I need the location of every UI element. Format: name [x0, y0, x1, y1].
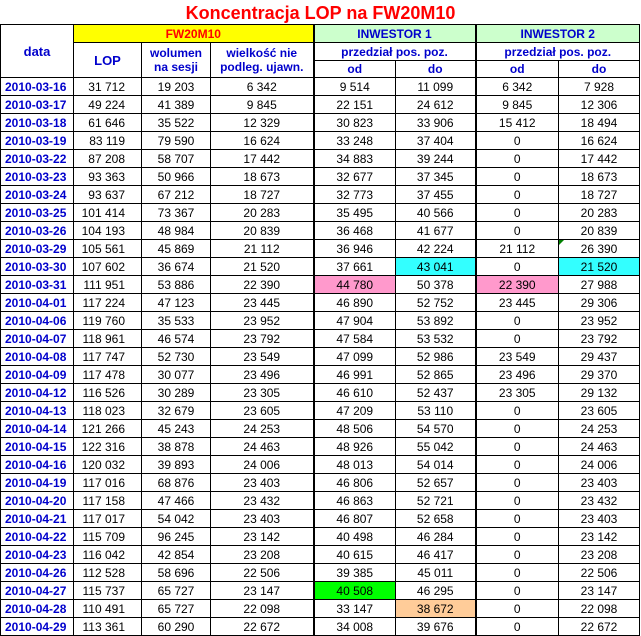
- cell-lop: 115 709: [74, 528, 142, 546]
- cell-unreported: 23 403: [211, 510, 314, 528]
- cell-investor-1-from: 47 099: [314, 348, 396, 366]
- cell-investor-2-from: 23 496: [476, 366, 559, 384]
- cell-lop: 116 042: [74, 546, 142, 564]
- cell-lop: 31 712: [74, 78, 142, 96]
- cell-date: 2010-04-12: [1, 384, 74, 402]
- cell-unreported: 23 496: [211, 366, 314, 384]
- table-row: [1, 474, 640, 492]
- cell-volume: 54 042: [142, 510, 211, 528]
- table-row: [1, 276, 640, 294]
- cell-unreported: 24 253: [211, 420, 314, 438]
- cell-lop: 122 316: [74, 438, 142, 456]
- cell-investor-2-to: 24 253: [559, 420, 640, 438]
- cell-unreported: 23 445: [211, 294, 314, 312]
- cell-investor-2-to: 7 928: [559, 78, 640, 96]
- cell-investor-1-from: 47 584: [314, 330, 396, 348]
- cell-date: 2010-03-25: [1, 204, 74, 222]
- cell-investor-2-from: 0: [476, 438, 559, 456]
- cell-volume: 45 243: [142, 420, 211, 438]
- cell-date: 2010-04-13: [1, 402, 74, 420]
- header-unreported: wielkość nie podleg. ujawn.: [211, 43, 314, 78]
- cell-investor-2-to: 22 672: [559, 618, 640, 636]
- cell-investor-1-from: 30 823: [314, 114, 396, 132]
- table-row: [1, 420, 640, 438]
- cell-lop: 87 208: [74, 150, 142, 168]
- cell-investor-1-from: 44 780: [314, 276, 396, 294]
- cell-investor-2-from: 21 112: [476, 240, 559, 258]
- cell-investor-2-from: 23 305: [476, 384, 559, 402]
- header-i2-to: do: [559, 61, 640, 78]
- cell-unreported: 22 672: [211, 618, 314, 636]
- cell-investor-1-from: 9 514: [314, 78, 396, 96]
- cell-investor-2-to: 23 403: [559, 474, 640, 492]
- cell-investor-1-from: 46 991: [314, 366, 396, 384]
- cell-investor-2-to: 29 437: [559, 348, 640, 366]
- cell-lop: 107 602: [74, 258, 142, 276]
- cell-investor-1-to: 39 244: [396, 150, 476, 168]
- cell-investor-1-to: 37 455: [396, 186, 476, 204]
- cell-investor-1-to: 24 612: [396, 96, 476, 114]
- cell-lop: 110 491: [74, 600, 142, 618]
- cell-lop: 101 414: [74, 204, 142, 222]
- cell-date: 2010-03-26: [1, 222, 74, 240]
- cell-investor-1-to: 54 014: [396, 456, 476, 474]
- cell-unreported: 22 098: [211, 600, 314, 618]
- table-row: [1, 492, 640, 510]
- cell-investor-1-from: 40 615: [314, 546, 396, 564]
- cell-volume: 58 696: [142, 564, 211, 582]
- cell-date: 2010-03-23: [1, 168, 74, 186]
- cell-investor-2-from: 0: [476, 222, 559, 240]
- cell-lop: 118 023: [74, 402, 142, 420]
- cell-investor-1-to: 52 437: [396, 384, 476, 402]
- table-row: [1, 510, 640, 528]
- table-row: [1, 312, 640, 330]
- table-body: [1, 78, 640, 636]
- cell-volume: 36 674: [142, 258, 211, 276]
- cell-investor-1-to: 50 378: [396, 276, 476, 294]
- cell-investor-2-from: 0: [476, 330, 559, 348]
- cell-investor-2-from: 0: [476, 600, 559, 618]
- table-row: [1, 618, 640, 636]
- cell-unreported: 23 208: [211, 546, 314, 564]
- header-date: data: [1, 25, 74, 78]
- cell-unreported: 17 442: [211, 150, 314, 168]
- cell-investor-1-from: 48 926: [314, 438, 396, 456]
- cell-investor-1-to: 53 532: [396, 330, 476, 348]
- table-row: [1, 240, 640, 258]
- table-row: [1, 132, 640, 150]
- table-row: [1, 204, 640, 222]
- cell-unreported: 23 792: [211, 330, 314, 348]
- cell-investor-1-to: 42 224: [396, 240, 476, 258]
- cell-investor-1-to: 33 906: [396, 114, 476, 132]
- cell-investor-1-to: 39 676: [396, 618, 476, 636]
- cell-volume: 45 869: [142, 240, 211, 258]
- cell-investor-2-from: 23 445: [476, 294, 559, 312]
- cell-investor-1-to: 45 011: [396, 564, 476, 582]
- cell-investor-2-from: 0: [476, 474, 559, 492]
- cell-lop: 61 646: [74, 114, 142, 132]
- cell-lop: 105 561: [74, 240, 142, 258]
- cell-investor-1-from: 40 498: [314, 528, 396, 546]
- cell-volume: 67 212: [142, 186, 211, 204]
- cell-investor-1-to: 52 657: [396, 474, 476, 492]
- cell-unreported: 23 403: [211, 474, 314, 492]
- cell-unreported: 24 463: [211, 438, 314, 456]
- table-row: [1, 348, 640, 366]
- cell-investor-1-to: 46 417: [396, 546, 476, 564]
- header-i1-from: od: [314, 61, 396, 78]
- cell-lop: 117 158: [74, 492, 142, 510]
- cell-investor-2-from: 0: [476, 618, 559, 636]
- header-lop: LOP: [74, 43, 142, 78]
- cell-unreported: 12 329: [211, 114, 314, 132]
- cell-investor-2-to: 18 673: [559, 168, 640, 186]
- cell-investor-2-to: 23 605: [559, 402, 640, 420]
- cell-volume: 50 966: [142, 168, 211, 186]
- cell-investor-2-from: 15 412: [476, 114, 559, 132]
- cell-investor-2-from: 9 845: [476, 96, 559, 114]
- table-row: [1, 222, 640, 240]
- cell-investor-2-to: 23 792: [559, 330, 640, 348]
- table-row: [1, 384, 640, 402]
- cell-investor-2-to: 29 132: [559, 384, 640, 402]
- header-i1-to: do: [396, 61, 476, 78]
- header-group-investor-1: INWESTOR 1: [314, 25, 476, 43]
- table-row: [1, 168, 640, 186]
- cell-investor-1-to: 55 042: [396, 438, 476, 456]
- cell-investor-2-to: 20 283: [559, 204, 640, 222]
- cell-investor-2-to: 23 403: [559, 510, 640, 528]
- table-row: [1, 186, 640, 204]
- cell-lop: 118 961: [74, 330, 142, 348]
- cell-investor-2-to: 22 098: [559, 600, 640, 618]
- cell-investor-1-to: 52 865: [396, 366, 476, 384]
- cell-investor-1-to: 52 721: [396, 492, 476, 510]
- cell-investor-2-to: 29 370: [559, 366, 640, 384]
- table-row: [1, 456, 640, 474]
- cell-unreported: 6 342: [211, 78, 314, 96]
- cell-volume: 60 290: [142, 618, 211, 636]
- cell-investor-1-to: 46 284: [396, 528, 476, 546]
- cell-investor-1-from: 48 013: [314, 456, 396, 474]
- cell-investor-2-to: 23 147: [559, 582, 640, 600]
- header-group-investor-2: INWESTOR 2: [476, 25, 640, 43]
- header-i2-from: od: [476, 61, 559, 78]
- cell-investor-1-from: 39 385: [314, 564, 396, 582]
- cell-investor-1-to: 11 099: [396, 78, 476, 96]
- cell-lop: 116 526: [74, 384, 142, 402]
- cell-unreported: 20 283: [211, 204, 314, 222]
- cell-date: 2010-03-18: [1, 114, 74, 132]
- cell-investor-1-to: 54 570: [396, 420, 476, 438]
- cell-investor-1-from: 46 890: [314, 294, 396, 312]
- cell-unreported: 21 520: [211, 258, 314, 276]
- cell-investor-2-from: 0: [476, 456, 559, 474]
- table-row: [1, 600, 640, 618]
- table-row: [1, 564, 640, 582]
- cell-investor-1-to: 52 752: [396, 294, 476, 312]
- cell-volume: 65 727: [142, 582, 211, 600]
- cell-date: 2010-04-15: [1, 438, 74, 456]
- cell-investor-1-to: 40 566: [396, 204, 476, 222]
- cell-volume: 73 367: [142, 204, 211, 222]
- cell-lop: 117 224: [74, 294, 142, 312]
- cell-date: 2010-04-16: [1, 456, 74, 474]
- cell-investor-1-from: 33 147: [314, 600, 396, 618]
- table-row: [1, 114, 640, 132]
- cell-date: 2010-04-27: [1, 582, 74, 600]
- cell-unreported: 9 845: [211, 96, 314, 114]
- cell-investor-1-from: 46 806: [314, 474, 396, 492]
- cell-lop: 115 737: [74, 582, 142, 600]
- cell-date: 2010-03-30: [1, 258, 74, 276]
- cell-unreported: 23 147: [211, 582, 314, 600]
- cell-investor-1-to: 38 672: [396, 600, 476, 618]
- cell-investor-1-from: 36 468: [314, 222, 396, 240]
- table-row: [1, 150, 640, 168]
- cell-investor-1-from: 36 946: [314, 240, 396, 258]
- cell-unreported: 18 673: [211, 168, 314, 186]
- cell-lop: 93 637: [74, 186, 142, 204]
- table-row: [1, 78, 640, 96]
- cell-date: 2010-04-14: [1, 420, 74, 438]
- cell-date: 2010-04-20: [1, 492, 74, 510]
- cell-investor-1-from: 47 209: [314, 402, 396, 420]
- cell-unreported: 24 006: [211, 456, 314, 474]
- cell-investor-1-to: 37 404: [396, 132, 476, 150]
- cell-investor-2-to: 12 306: [559, 96, 640, 114]
- cell-unreported: 23 432: [211, 492, 314, 510]
- cell-investor-2-to: 24 006: [559, 456, 640, 474]
- table-row: [1, 528, 640, 546]
- concentration-table: [0, 24, 640, 636]
- cell-volume: 53 886: [142, 276, 211, 294]
- cell-date: 2010-03-22: [1, 150, 74, 168]
- cell-date: 2010-04-06: [1, 312, 74, 330]
- table-row: [1, 402, 640, 420]
- cell-investor-2-to: 21 520: [559, 258, 640, 276]
- cell-investor-2-from: 0: [476, 546, 559, 564]
- cell-investor-2-from: 0: [476, 168, 559, 186]
- sheet-title: Koncentracja LOP na FW20M10: [185, 3, 456, 23]
- table-row: [1, 366, 640, 384]
- table-row: [1, 294, 640, 312]
- cell-volume: 19 203: [142, 78, 211, 96]
- cell-investor-2-from: 0: [476, 564, 559, 582]
- cell-volume: 48 984: [142, 222, 211, 240]
- cell-investor-2-to: 17 442: [559, 150, 640, 168]
- cell-volume: 35 533: [142, 312, 211, 330]
- cell-volume: 42 854: [142, 546, 211, 564]
- cell-date: 2010-03-19: [1, 132, 74, 150]
- cell-date: 2010-04-26: [1, 564, 74, 582]
- cell-date: 2010-03-16: [1, 78, 74, 96]
- cell-lop: 104 193: [74, 222, 142, 240]
- cell-investor-1-to: 43 041: [396, 258, 476, 276]
- cell-investor-1-to: 41 677: [396, 222, 476, 240]
- cell-investor-2-from: 0: [476, 492, 559, 510]
- cell-investor-1-from: 46 807: [314, 510, 396, 528]
- cell-investor-1-from: 46 610: [314, 384, 396, 402]
- cell-lop: 113 361: [74, 618, 142, 636]
- cell-investor-1-to: 53 110: [396, 402, 476, 420]
- cell-date: 2010-04-08: [1, 348, 74, 366]
- cell-volume: 32 679: [142, 402, 211, 420]
- cell-date: 2010-03-29: [1, 240, 74, 258]
- cell-date: 2010-04-09: [1, 366, 74, 384]
- cell-volume: 38 878: [142, 438, 211, 456]
- cell-volume: 39 893: [142, 456, 211, 474]
- cell-investor-1-to: 53 892: [396, 312, 476, 330]
- cell-unreported: 23 605: [211, 402, 314, 420]
- cell-lop: 117 478: [74, 366, 142, 384]
- cell-investor-2-to: 23 952: [559, 312, 640, 330]
- cell-investor-2-to: 23 208: [559, 546, 640, 564]
- cell-volume: 79 590: [142, 132, 211, 150]
- cell-volume: 30 077: [142, 366, 211, 384]
- header-volume: wolumen na sesji: [142, 43, 211, 78]
- header-range-investor-2: przedział pos. poz.: [476, 43, 640, 61]
- header-group-fw: FW20M10: [74, 25, 314, 43]
- table-row: [1, 582, 640, 600]
- cell-volume: 65 727: [142, 600, 211, 618]
- table-row: [1, 258, 640, 276]
- cell-investor-2-from: 0: [476, 528, 559, 546]
- cell-investor-2-from: 0: [476, 186, 559, 204]
- table-row: [1, 96, 640, 114]
- cell-date: 2010-04-01: [1, 294, 74, 312]
- cell-investor-2-to: 27 988: [559, 276, 640, 294]
- cell-unreported: 16 624: [211, 132, 314, 150]
- cell-date: 2010-03-31: [1, 276, 74, 294]
- cell-lop: 117 747: [74, 348, 142, 366]
- cell-investor-1-from: 32 773: [314, 186, 396, 204]
- cell-investor-1-from: 33 248: [314, 132, 396, 150]
- cell-lop: 83 119: [74, 132, 142, 150]
- cell-volume: 47 466: [142, 492, 211, 510]
- cell-investor-2-from: 0: [476, 132, 559, 150]
- cell-investor-1-from: 35 495: [314, 204, 396, 222]
- cell-investor-2-to: 29 306: [559, 294, 640, 312]
- cell-unreported: 23 952: [211, 312, 314, 330]
- cell-investor-2-from: 0: [476, 582, 559, 600]
- cell-lop: 119 760: [74, 312, 142, 330]
- cell-lop: 117 016: [74, 474, 142, 492]
- cell-lop: 49 224: [74, 96, 142, 114]
- cell-unreported: 23 305: [211, 384, 314, 402]
- cell-investor-2-to: 26 390: [559, 240, 640, 258]
- cell-investor-2-to: 23 432: [559, 492, 640, 510]
- cell-lop: 121 266: [74, 420, 142, 438]
- cell-investor-1-from: 34 883: [314, 150, 396, 168]
- cell-investor-2-from: 0: [476, 258, 559, 276]
- cell-investor-2-to: 18 494: [559, 114, 640, 132]
- cell-unreported: 20 839: [211, 222, 314, 240]
- cell-investor-2-from: 22 390: [476, 276, 559, 294]
- cell-unreported: 21 112: [211, 240, 314, 258]
- cell-date: 2010-04-29: [1, 618, 74, 636]
- cell-investor-2-from: 0: [476, 312, 559, 330]
- cell-date: 2010-04-22: [1, 528, 74, 546]
- cell-date: 2010-03-24: [1, 186, 74, 204]
- cell-investor-2-to: 22 506: [559, 564, 640, 582]
- table-row: [1, 438, 640, 456]
- cell-unreported: 23 549: [211, 348, 314, 366]
- cell-investor-2-to: 20 839: [559, 222, 640, 240]
- cell-investor-1-to: 52 658: [396, 510, 476, 528]
- cell-date: 2010-03-17: [1, 96, 74, 114]
- cell-investor-2-to: 23 142: [559, 528, 640, 546]
- cell-lop: 93 363: [74, 168, 142, 186]
- cell-investor-1-from: 37 661: [314, 258, 396, 276]
- cell-unreported: 18 727: [211, 186, 314, 204]
- cell-investor-2-from: 0: [476, 402, 559, 420]
- cell-investor-2-to: 16 624: [559, 132, 640, 150]
- cell-lop: 117 017: [74, 510, 142, 528]
- cell-investor-1-from: 48 506: [314, 420, 396, 438]
- cell-volume: 47 123: [142, 294, 211, 312]
- cell-date: 2010-04-23: [1, 546, 74, 564]
- cell-investor-2-from: 0: [476, 150, 559, 168]
- cell-investor-1-from: 40 508: [314, 582, 396, 600]
- cell-volume: 52 730: [142, 348, 211, 366]
- table-row: [1, 330, 640, 348]
- cell-unreported: 23 142: [211, 528, 314, 546]
- cell-lop: 120 032: [74, 456, 142, 474]
- cell-investor-1-from: 47 904: [314, 312, 396, 330]
- cell-investor-2-from: 0: [476, 510, 559, 528]
- cell-volume: 46 574: [142, 330, 211, 348]
- cell-volume: 68 876: [142, 474, 211, 492]
- cell-investor-1-to: 52 986: [396, 348, 476, 366]
- cell-date: 2010-04-28: [1, 600, 74, 618]
- cell-investor-2-from: 0: [476, 420, 559, 438]
- cell-date: 2010-04-07: [1, 330, 74, 348]
- cell-date: 2010-04-19: [1, 474, 74, 492]
- cell-investor-2-from: 6 342: [476, 78, 559, 96]
- cell-lop: 112 528: [74, 564, 142, 582]
- cell-investor-1-from: 34 008: [314, 618, 396, 636]
- cell-investor-1-from: 22 151: [314, 96, 396, 114]
- table-row: [1, 546, 640, 564]
- cell-investor-1-from: 32 677: [314, 168, 396, 186]
- cell-volume: 96 245: [142, 528, 211, 546]
- cell-investor-2-from: 23 549: [476, 348, 559, 366]
- cell-investor-1-to: 37 345: [396, 168, 476, 186]
- cell-volume: 30 289: [142, 384, 211, 402]
- header-range-investor-1: przedział pos. poz.: [314, 43, 476, 61]
- cell-investor-2-from: 0: [476, 204, 559, 222]
- cell-date: 2010-04-21: [1, 510, 74, 528]
- cell-unreported: 22 390: [211, 276, 314, 294]
- cell-lop: 111 951: [74, 276, 142, 294]
- cell-investor-1-from: 46 863: [314, 492, 396, 510]
- cell-investor-2-to: 24 463: [559, 438, 640, 456]
- cell-investor-2-to: 18 727: [559, 186, 640, 204]
- cell-investor-1-to: 46 295: [396, 582, 476, 600]
- cell-volume: 58 707: [142, 150, 211, 168]
- cell-volume: 41 389: [142, 96, 211, 114]
- cell-unreported: 22 506: [211, 564, 314, 582]
- cell-volume: 35 522: [142, 114, 211, 132]
